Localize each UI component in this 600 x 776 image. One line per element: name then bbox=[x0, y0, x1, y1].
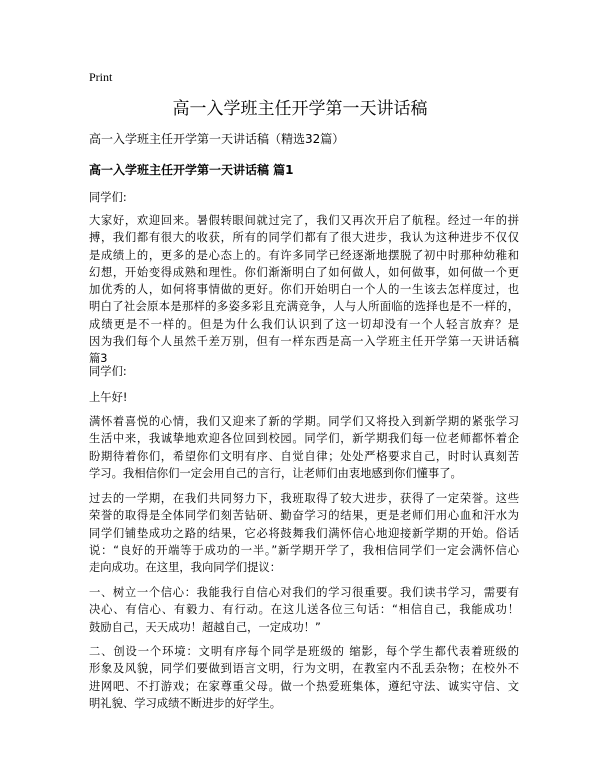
text-line: 加优秀的人，如何将事情做的更好。你们开始明白一个人的一生该去怎样度过，也 bbox=[89, 283, 519, 297]
text-line: 搏，我们都有很大的收获，所有的同学们都有了很大进步，我认为这种进步不仅仅 bbox=[89, 231, 519, 245]
text-line: 是成绩上的，更多的是心态上的。有许多同学已经逐渐地摆脱了初中时那种幼稚和 bbox=[89, 248, 519, 262]
text-line: 生活中来，我诚挚地欢迎各位回到校园。同学们，新学期我们每一位老师都怀着企 bbox=[89, 432, 519, 446]
greeting-paragraph bbox=[89, 363, 519, 380]
text-line: 过去的一学期，在我们共同努力下，我班取得了较大进步，获得了一定荣誉。这些 bbox=[89, 492, 519, 505]
text-line: 一、树立一个信心：我能我行自信心对我们的学习很重要。我们读书学习，需要有 bbox=[89, 586, 519, 599]
text-line: 决心、有信心、有毅力、有行动。在这儿送各位三句话：“相信自己，我能成功！ bbox=[89, 603, 519, 617]
body-paragraph bbox=[89, 490, 519, 576]
text-line: 进网吧、不打游戏；在家尊重父母。做一个热爱班集体，遵纪守法、诚实守信、文 bbox=[89, 679, 519, 693]
body-paragraph bbox=[89, 413, 519, 482]
text-line: 同学们: bbox=[89, 365, 127, 378]
text-line: 走向成功。在这里，我向同学们提议： bbox=[89, 561, 282, 575]
greeting-paragraph bbox=[89, 389, 519, 406]
page-title: 高一入学班主任开学第一天讲话稿 bbox=[172, 99, 428, 119]
document-subtitle: 高一入学班主任开学第一天讲话稿（精选32篇） bbox=[89, 132, 345, 146]
text-line: 篇3 bbox=[89, 352, 108, 366]
text-line: 荣誉的取得是全体同学们刻苦钻研、勤奋学习的结果，更是老师们用心血和汗水为 bbox=[89, 509, 519, 523]
text-line: 盼期待着你们，希望你们文明有序、自觉自律；处处严格要求自己，时时认真刻苦 bbox=[89, 449, 519, 463]
text-line: 成绩更是不一样的。但是为什么我们认识到了这一切却没有一个人轻言放弃？是 bbox=[89, 317, 519, 331]
text-line: 形象及风貌，同学们要做到语言文明，行为文明，在教室内不乱丢杂物；在校外不 bbox=[89, 662, 519, 676]
text-line: 大家好，欢迎回来。暑假转眼间就过完了，我们又再次开启了航程。经过一年的拼 bbox=[89, 214, 519, 227]
text-line: 因为我们每个人虽然千差万别，但有一样东西是高一入学班主任开学第一天讲话稿 bbox=[89, 335, 519, 349]
text-line: 学习。我相信你们一定会用自己的言行，让老师们由衷地感到你们懂事了。 bbox=[89, 466, 462, 480]
greeting-paragraph bbox=[89, 189, 519, 206]
body-paragraph bbox=[89, 643, 519, 712]
text-line: 同学们铺垫成功之路的结果，它必将鼓舞我们满怀信心地迎接新学期的开始。俗话 bbox=[89, 526, 519, 540]
section-heading: 高一入学班主任开学第一天讲话稿 篇1 bbox=[89, 163, 294, 177]
body-paragraph bbox=[89, 212, 519, 368]
text-line: 上午好! bbox=[89, 391, 128, 404]
text-line: 同学们: bbox=[89, 191, 127, 204]
text-line: 二、创设一个环境：文明有序每个同学是班级的 缩影，每个学生都代表着班级的 bbox=[89, 645, 519, 658]
text-line: 明礼貌、学习成绩不断进步的好学生。 bbox=[89, 696, 282, 710]
text-line: 满怀着喜悦的心情，我们又迎来了新的学期。同学们又将投入到新学期的紧张学习 bbox=[89, 415, 519, 428]
print-link[interactable]: Print bbox=[89, 70, 113, 84]
text-line: 说：“良好的开端等于成功的一半。”新学期开学了，我相信同学们一定会满怀信心 bbox=[89, 543, 519, 557]
text-line: 鼓励自己，天天成功！超越自己，一定成功！” bbox=[89, 620, 321, 634]
text-line: 幻想，开始变得成熟和理性。你们渐渐明白了如何做人，如何做事，如何做一个更 bbox=[89, 265, 519, 279]
body-paragraph bbox=[89, 584, 519, 636]
text-line: 明白了社会原本是那样的多姿多彩且充满竞争，人与人所面临的选择也是不一样的， bbox=[89, 300, 519, 314]
